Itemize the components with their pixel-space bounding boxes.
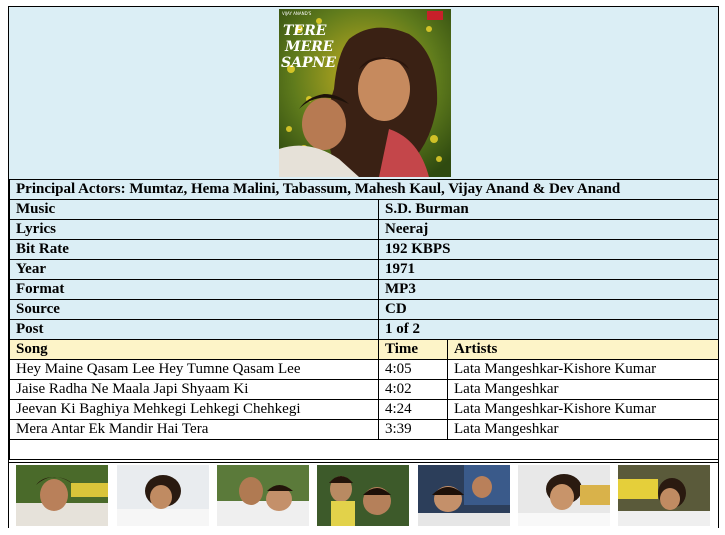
song-artists: Lata Mangeshkar-Kishore Kumar <box>448 360 719 380</box>
song-title: Hey Maine Qasam Lee Hey Tumne Qasam Lee <box>10 360 379 380</box>
song-row <box>10 360 719 380</box>
movie-still-image <box>117 465 209 526</box>
cover-title-line-3: SAPNE <box>281 55 336 71</box>
cover-small-caption: VIJAY ANAND'S <box>282 11 312 16</box>
spacer-row <box>10 440 719 460</box>
detail-row-bitrate <box>10 240 719 260</box>
detail-value: Neeraj <box>379 220 719 240</box>
detail-label: Lyrics <box>10 220 379 240</box>
detail-row-music <box>10 200 719 220</box>
screenshot-strip <box>9 462 718 528</box>
detail-row-source <box>10 300 719 320</box>
song-time: 4:24 <box>379 400 448 420</box>
song-artists: Lata Mangeshkar <box>448 380 719 400</box>
movie-still-image <box>217 465 309 526</box>
detail-label: Source <box>10 300 379 320</box>
songs-header-row <box>10 340 719 360</box>
post-frame <box>8 6 719 528</box>
song-row <box>10 380 719 400</box>
cover-title-line-2: MERE <box>285 39 334 55</box>
song-column-header: Song <box>10 340 379 360</box>
movie-still-image <box>618 465 710 526</box>
cover-title-line-1: TERE <box>283 23 327 39</box>
detail-label: Music <box>10 200 379 220</box>
detail-value: MP3 <box>379 280 719 300</box>
detail-label: Post <box>10 320 379 340</box>
detail-label: Bit Rate <box>10 240 379 260</box>
detail-label: Format <box>10 280 379 300</box>
cover-area <box>9 7 718 179</box>
detail-row-format <box>10 280 719 300</box>
song-time: 3:39 <box>379 420 448 440</box>
song-title: Mera Antar Ek Mandir Hai Tera <box>10 420 379 440</box>
principal-actors: Principal Actors: Mumtaz, Hema Malini, Tabassum, Mahesh Kaul, Vijay Anand & Dev Anand <box>10 180 719 200</box>
song-title: Jeevan Ki Baghiya Mehkegi Lehkegi Chehkegi <box>10 400 379 420</box>
detail-value: 1 of 2 <box>379 320 719 340</box>
album-info-table <box>9 179 719 460</box>
actors-row <box>10 180 719 200</box>
song-artists: Lata Mangeshkar-Kishore Kumar <box>448 400 719 420</box>
song-time: 4:05 <box>379 360 448 380</box>
song-row <box>10 420 719 440</box>
song-title: Jaise Radha Ne Maala Japi Shyaam Ki <box>10 380 379 400</box>
movie-still-image <box>317 465 409 526</box>
detail-row-post <box>10 320 719 340</box>
movie-still-image <box>418 465 510 526</box>
song-time: 4:02 <box>379 380 448 400</box>
detail-value: 192 KBPS <box>379 240 719 260</box>
album-cover-image <box>279 9 451 177</box>
movie-still-image <box>16 465 108 526</box>
detail-row-year <box>10 260 719 280</box>
detail-value: S.D. Burman <box>379 200 719 220</box>
artists-column-header: Artists <box>448 340 719 360</box>
detail-row-lyrics <box>10 220 719 240</box>
detail-value: CD <box>379 300 719 320</box>
movie-still-image <box>518 465 610 526</box>
song-artists: Lata Mangeshkar <box>448 420 719 440</box>
album-cover-art <box>279 9 451 177</box>
song-row <box>10 400 719 420</box>
detail-label: Year <box>10 260 379 280</box>
record-label-logo <box>427 11 443 20</box>
time-column-header: Time <box>379 340 448 360</box>
detail-value: 1971 <box>379 260 719 280</box>
